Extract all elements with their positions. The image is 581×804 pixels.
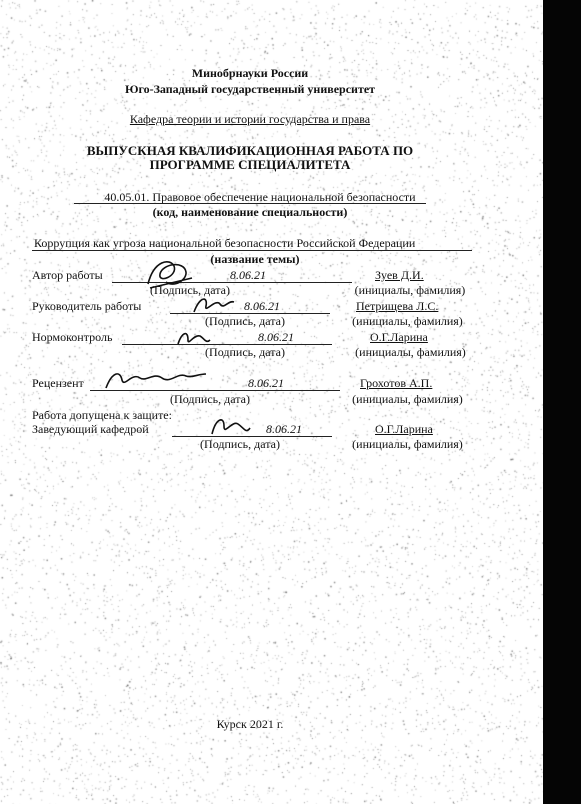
- supervisor-label: Руководитель работы: [32, 299, 142, 313]
- normcontrol-sig-caption: (Подпись, дата): [205, 345, 285, 359]
- specialty-caption: (код, наименование специальности): [152, 205, 348, 219]
- admission-text: Работа допущена к защите:: [32, 408, 172, 422]
- supervisor-name: Петрищева Л.С.: [356, 299, 439, 313]
- department-name: Кафедра теории и истории государства и права: [129, 112, 371, 126]
- normcontrol-name: О.Г.Ларина: [370, 330, 428, 344]
- specialty-value: 40.05.01. Правовое обеспечение национальной безопасности: [104, 190, 416, 204]
- normcontrol-date: 8.06.21: [258, 330, 294, 344]
- normcontrol-name-caption: (инициалы, фамилия): [355, 345, 466, 359]
- head-date: 8.06.21: [266, 422, 302, 436]
- reviewer-date: 8.06.21: [248, 376, 284, 390]
- document-title-line1: ВЫПУСКНАЯ КВАЛИФИКАЦИОННАЯ РАБОТА ПО: [86, 143, 414, 158]
- reviewer-sig-caption: (Подпись, дата): [170, 392, 250, 406]
- author-name-caption: (инициалы, фамилия): [354, 283, 466, 297]
- head-name: О.Г.Ларина: [375, 422, 433, 436]
- normcontrol-label: Нормоконтроль: [32, 330, 113, 344]
- reviewer-name: Грохотов А.П.: [360, 376, 433, 390]
- author-date: 8.06.21: [230, 268, 266, 282]
- university-name: Юго-Западный государственный университет: [124, 82, 376, 96]
- scan-edge-shadow: [543, 0, 581, 804]
- city-year: Курск 2021 г.: [216, 717, 284, 731]
- topic-value: Коррупция как угроза национальной безопасности Российской Федерации: [34, 236, 416, 250]
- reviewer-name-caption: (инициалы, фамилия): [352, 392, 463, 406]
- supervisor-name-caption: (инициалы, фамилия): [352, 314, 463, 328]
- topic-underline: [32, 250, 472, 251]
- topic-caption: (название темы): [210, 252, 300, 266]
- ministry-name: Минобрнауки России: [191, 66, 309, 80]
- author-sig-caption: (Подпись, дата): [150, 283, 230, 297]
- supervisor-sig-caption: (Подпись, дата): [205, 314, 285, 328]
- head-of-department-label: Заведующий кафедрой: [32, 422, 149, 436]
- specialty-underline: [74, 203, 426, 204]
- head-sig-caption: (Подпись, дата): [200, 437, 280, 451]
- author-name: Зуев Д.И.: [375, 268, 424, 282]
- head-name-caption: (инициалы, фамилия): [352, 437, 463, 451]
- reviewer-label: Рецензент: [32, 376, 84, 390]
- document-title-line2: ПРОГРАММЕ СПЕЦИАЛИТЕТА: [149, 157, 351, 172]
- author-label: Автор работы: [32, 268, 103, 282]
- supervisor-date: 8.06.21: [244, 299, 280, 313]
